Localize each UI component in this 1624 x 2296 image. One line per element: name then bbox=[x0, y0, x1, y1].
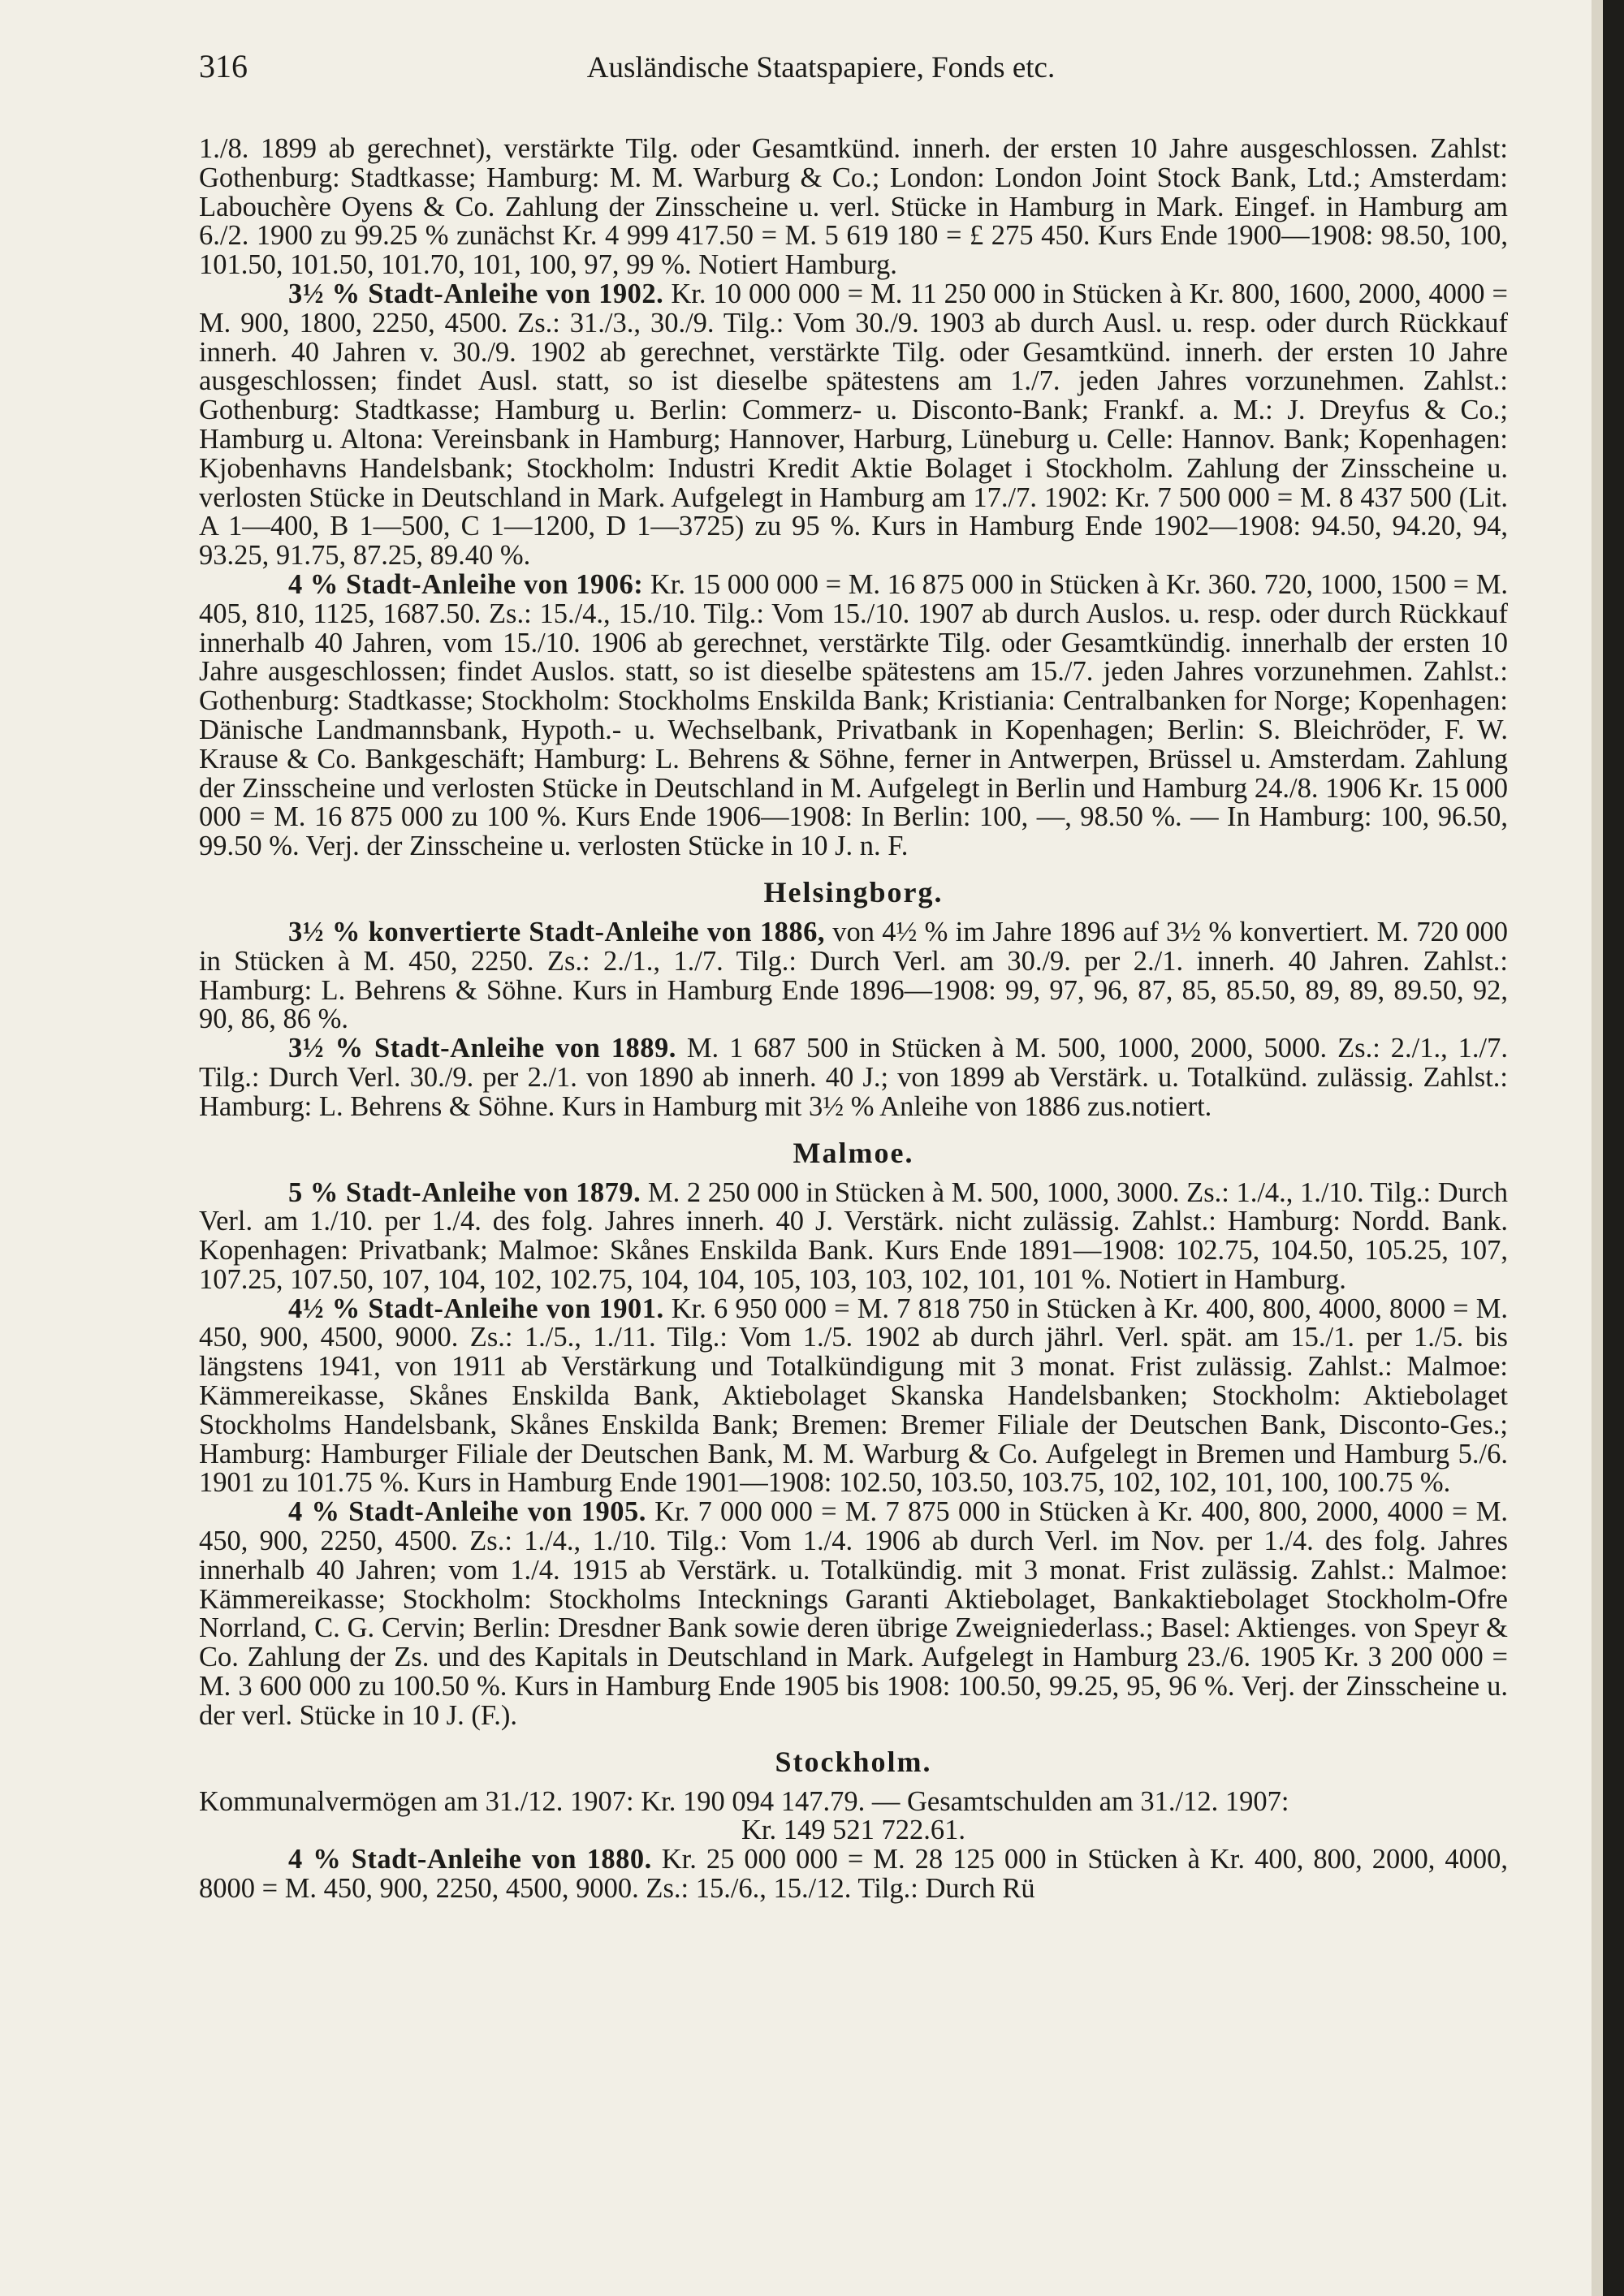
loan-title: 4 % Stadt-Anleihe von 1880. bbox=[288, 1844, 652, 1875]
loan-title: 4½ % Stadt-Anleihe von 1901. bbox=[288, 1293, 664, 1324]
paragraph-malmoe-1901 bbox=[199, 1295, 1508, 1499]
loan-body: M. 1 687 500 in Stücken à M. 500, 1000, 2000, 5000. Zs.: 2./1., 1./7. Tilg.: Durch Verl. 30./9. per 2./1. von 1890 ab innerh. 40 J.; von 1899 ab Verstärk. u. Totalkünd. zulässig. Zahlst.: Hamburg: L. Behrens & Söhne. Kurs in Hamburg mit 3½ % Anleihe von 1886 zus.notiert. bbox=[199, 1033, 1509, 1122]
paragraph-stockholm-1880 bbox=[199, 1845, 1508, 1904]
paragraph-gothenburg-1899-cont: 1./8. 1899 ab gerechnet), verstärkte Tilg. oder Gesamtkünd. innerh. der ersten 10 Jahre ausgeschlossen. Zahlst: Gothenburg: Stadtkasse; Hamburg: M. M. Warburg & Co.; London: London Joint Stock Bank, Ltd.; Amsterdam: Labouchère Oyens & Co. Zahlung der Zinsscheine u. verl. Stücke in Hamburg in Mark. Eingef. in Hamburg am 6./2. 1900 zu 99.25 % zunächst Kr. 4 999 417.50 = M. 5 619 180 = £ 275 450. Kurs Ende 1900—1908: 98.50, 100, 101.50, 101.50, 101.70, 101, 100, 97, 99 %. Notiert Hamburg. bbox=[199, 133, 1508, 281]
loan-body: M. 2 250 000 in Stücken à M. 500, 1000, 3000. Zs.: 1./4., 1./10. Tilg.: Durch Verl. am 1./10. per 1./4. des folg. Jahres innerh. 40 J. Verstärk. nicht zulässig. Zahlst.: Hamburg: Nordd. Bank. Kopenhagen: Privatbank; Malmoe: Skånes Enskilda Bank. Kurs Ende 1891—1908: 102.75, 104.50, 105.25, 107, 107.25, 107.50, 107, 104, 102, 102.75, 104, 104, 105, 103, 103, 102, 101, 101 %. Notiert in Hamburg. bbox=[199, 1176, 1508, 1295]
loan-title: 4 % Stadt-Anleihe von 1905. bbox=[288, 1496, 646, 1528]
paragraph-malmoe-1905 bbox=[199, 1498, 1508, 1730]
paragraph-malmoe-1879 bbox=[199, 1176, 1508, 1295]
page-number: 316 bbox=[199, 48, 248, 84]
paragraph-helsingborg-1886 bbox=[199, 918, 1508, 1034]
loan-title: 5 % Stadt-Anleihe von 1879. bbox=[288, 1176, 641, 1208]
paragraph-gothenburg-1902 bbox=[199, 280, 1508, 571]
loan-title: 3½ % Stadt-Anleihe von 1902. bbox=[288, 278, 664, 309]
document-page bbox=[199, 50, 1508, 1904]
loan-title: 3½ % Stadt-Anleihe von 1889. bbox=[288, 1033, 676, 1064]
loan-body: Kr. 7 000 000 = M. 7 875 000 in Stücken à Kr. 400, 800, 2000, 4000 = M. 450, 900, 2250, 4500. Zs.: 1./4., 1./10. Tilg.: Vom 1./4. 1906 ab durch Verl. im Nov. per 1./4. des folg. Jahres innerhalb 40 Jahren; vom 1./4. 1915 ab Verstärk. u. Totalkündig. mit 3 monat. Frist zulässig. Zahlst.: Malmoe: Kämmereikasse; Stockholm: Stockholms Intecknings Garanti Aktiebolaget, Bankaktiebolaget Stockholm-Ofre Norrland, C. G. Cervin; Berlin: Dresdner Bank sowie deren übrige Zweigniederlass.; Basel: Aktienges. von Speyr & Co. Zahlung der Zs. und des Kapitals in Deutschland in Mark. Aufgelegt in Hamburg 23./6. 1905 Kr. 3 200 000 = M. 3 600 000 zu 100.50 %. Kurs in Hamburg Ende 1905 bis 1908: 100.50, 99.25, 95, 96 %. Verj. der Zinsscheine u. der verl. Stücke in 10 J. (F.). bbox=[199, 1496, 1509, 1731]
loan-title: 4 % Stadt-Anleihe von 1906: bbox=[288, 568, 644, 600]
city-heading-malmoe: Malmoe. bbox=[793, 1136, 914, 1169]
loan-body: Kr. 15 000 000 = M. 16 875 000 in Stücken à Kr. 360. 720, 1000, 1500 = M. 405, 810, 1125, 1687.50. Zs.: 15./4., 15./10. Tilg.: Vom 15./10. 1907 ab durch Auslos. u. resp. oder durch Rückkauf innerhalb 40 Jahren, vom 15./10. 1906 ab gerechnet, verstärkte Tilg. oder Gesamtkündig. innerhalb der ersten 10 Jahre ausgeschlossen; findet Auslos. statt, so ist dieselbe spätestens am 15./7. jeden Jahres vorzunehmen. Zahlst.: Gothenburg: Stadtkasse; Stockholm: Stockholms Enskilda Bank; Kristiania: Centralbanken for Norge; Kopenhagen: Dänische Landmannsbank, Hypoth.- u. Wechselbank, Privatbank in Kopenhagen; Berlin: S. Bleichröder, F. W. Krause & Co. Bankgeschäft; Hamburg: L. Behrens & Söhne, ferner in Antwerpen, Brüssel u. Amsterdam. Zahlung der Zinsscheine und verlosten Stücke in Deutschland in M. Aufgelegt in Berlin und Hamburg 24./8. 1906 Kr. 15 000 000 = M. 16 875 000 zu 100 %. Kurs Ende 1906—1908: In Berlin: 100, —, 98.50 %. — In Hamburg: 100, 96.50, 99.50 %. Verj. der Zinsscheine u. verlosten Stücke in 10 J. n. F. bbox=[199, 568, 1508, 862]
paragraph-helsingborg-1889 bbox=[199, 1034, 1508, 1121]
stockholm-stats-line2: Kr. 149 521 722.61. bbox=[741, 1815, 965, 1846]
running-title: Ausländische Staatspapiere, Fonds etc. bbox=[586, 51, 1056, 84]
book-binding bbox=[1603, 0, 1624, 2296]
loan-body: Kr. 6 950 000 = M. 7 818 750 in Stücken à Kr. 400, 800, 4000, 8000 = M. 450, 900, 4500, 9000. Zs.: 1./5., 1./11. Tilg.: Vom 1./5. 1902 ab durch jährl. Verl. spät. am 15./1. per 1./5. bis längstens 1941, von 1911 ab Verstärkung und Totalkündigung mit 3 monat. Frist zulässig. Zahlst.: Malmoe: Kämmereikasse, Skånes Enskilda Bank, Aktiebolaget Skanska Handelsbanken; Stockholm: Aktiebolaget Stockholms Handelsbank, Skånes Enskilda Bank; Bremen: Bremer Filiale der Deutschen Bank, Disconto-Ges.; Hamburg: Hamburger Filiale der Deutschen Bank, M. M. Warburg & Co. Aufgelegt in Bremen und Hamburg 5./6. 1901 zu 101.75 %. Kurs in Hamburg Ende 1901—1908: 102.50, 103.50, 103.75, 102, 102, 101, 100, 100.75 %. bbox=[199, 1293, 1509, 1499]
stockholm-stats-line1: Kommunalvermögen am 31./12. 1907: Kr. 190 094 147.79. — Gesamtschulden am 31./12. 1907: bbox=[199, 1785, 1289, 1817]
loan-title: 3½ % konvertierte Stadt-Anleihe von 1886, bbox=[288, 916, 825, 947]
loan-body: von 4½ % im Jahre 1896 auf 3½ % konvertiert. M. 720 000 in Stücken à M. 450, 2250. Zs.: 2./1., 1./7. Tilg.: Durch Verl. am 30./9. per 2./1. innerh. 40 Jahren. Zahlst.: Hamburg: L. Behrens & Söhne. Kurs in Hamburg Ende 1896—1908: 99, 97, 96, 87, 85, 85.50, 89, 89, 89.50, 92, 90, 86, 86 %. bbox=[199, 916, 1509, 1035]
paragraph-gothenburg-1906 bbox=[199, 568, 1508, 862]
city-heading-stockholm: Stockholm. bbox=[775, 1745, 932, 1778]
city-heading-helsingborg: Helsingborg. bbox=[763, 875, 944, 908]
loan-body: Kr. 25 000 000 = M. 28 125 000 in Stücken à Kr. 400, 800, 2000, 4000, 8000 = M. 450, 900, 2250, 4500, 9000. Zs.: 15./6., 15./12. Tilg.: Durch Rü bbox=[199, 1844, 1508, 1905]
page-edge bbox=[1592, 0, 1603, 2296]
page-header bbox=[199, 50, 1508, 114]
loan-body: Kr. 10 000 000 = M. 11 250 000 in Stücken à Kr. 800, 1600, 2000, 4000 = M. 900, 1800, 2250, 4500. Zs.: 31./3., 30./9. Tilg.: Vom 30./9. 1903 ab durch Ausl. u. resp. oder durch Rückkauf innerh. 40 Jahren v. 30./9. 1902 ab gerechnet, verstärkte Tilg. oder Gesamtkünd. innerh. der ersten 10 Jahre ausgeschlossen; findet Ausl. statt, so ist dieselbe spätestens am 1./7. jeden Jahres vorzunehmen. Zahlst.: Gothenburg: Stadtkasse; Hamburg u. Berlin: Commerz- u. Disconto-Bank; Frankf. a. M.: J. Dreyfus & Co.; Hamburg u. Altona: Vereinsbank in Hamburg; Hannover, Harburg, Lüneburg u. Celle: Hannov. Bank; Kopenhagen: Kjobenhavns Handelsbank; Stockholm: Industri Kredit Aktie Bolaget i Stockholm. Zahlung der Zinsscheine u. verlosten Stücke in Deutschland in Mark. Aufgelegt in Hamburg am 17./7. 1902: Kr. 7 500 000 = M. 8 437 500 (Lit. A 1—400, B 1—500, C 1—1200, D 1—3725) zu 95 %. Kurs in Hamburg Ende 1902—1908: 94.50, 94.20, 94, 93.25, 91.75, 87.25, 89.40 %. bbox=[199, 278, 1509, 572]
